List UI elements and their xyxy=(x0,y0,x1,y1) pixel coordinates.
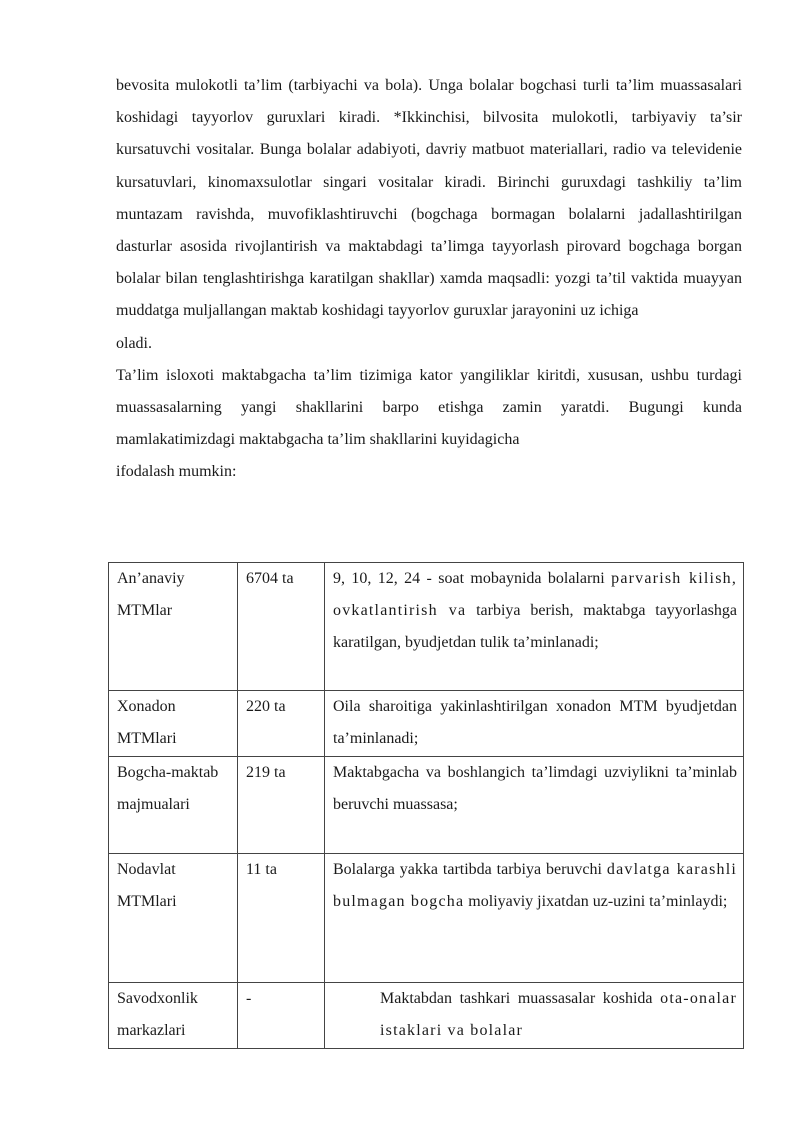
row-description-part: moliyaviy jixatdan uz-uzini ta’minlaydi; xyxy=(468,893,728,910)
row-description-part: tarbiya berish, maktabga tayyorlashga karatilgan, byudjetdan tulik ta’minlanadi; xyxy=(333,602,737,651)
row-name-cell: An’anaviy MTMlar xyxy=(109,563,238,691)
paragraph-1 xyxy=(116,70,742,360)
row-description-part: 9, 10, 12, 24 - soat mobaynida bolalarni xyxy=(333,570,605,587)
row-description-cell: Maktabgacha va boshlangich ta’limdagi uzviylikni ta’minlab beruvchi muassasa; xyxy=(325,757,744,854)
row-description-part: Maktabdan tashkari muassasalar koshida xyxy=(380,990,653,1007)
paragraph-2 xyxy=(116,360,742,489)
table-row xyxy=(109,563,744,691)
paragraph-1-text: bevosita mulokotli ta’lim (tarbiyachi va bola). Unga bolalar bogchasi turli ta’lim muassasalari koshidagi tayyorlov guruxlari kiradi. *Ikkinchisi, bilvosita mulokotli, tarbiyaviy ta’sir kursatuvchi vositalar. Bunga bolalar adabiyoti, davriy matbuot materiallari, radio va televidenie kursatuvlari, kinomaxsulotlar singari vositalar kiradi. Birinchi guruxdagi tashkiliy ta’lim muntazam ravishda, muvofiklashtiruvchi (bogchaga bormagan bolalarni jadallashtirilgan dasturlar asosida rivojlantirish va maktabdagi ta’limga tayyorlash pirovard bogchaga borgan bolalar bilan tenglashtirishga karatilgan shakllar) xamda maqsadli: yozgi ta’til vaktida muayyan muddatga muljallangan maktab koshidagi tayyorlov guruxlar jarayonini uz ichiga xyxy=(116,77,742,320)
table-row xyxy=(109,691,744,757)
document-page xyxy=(116,70,742,489)
row-description-part: parvarish kilish, ovkatlantirish va xyxy=(333,570,738,619)
row-count-cell: 220 ta xyxy=(238,691,325,757)
table-row xyxy=(109,757,744,854)
row-description-cell xyxy=(325,563,744,691)
row-count-cell: 219 ta xyxy=(238,757,325,854)
preschool-forms-table xyxy=(108,562,744,1049)
row-description-cell xyxy=(325,854,744,983)
row-description-part: Bolalarga yakka tartibda tarbiya beruvchi xyxy=(333,861,602,878)
row-description-cell: Oila sharoitiga yakinlashtirilgan xonadon MTM byudjetdan ta’minlanadi; xyxy=(325,691,744,757)
paragraph-2-last-line: ifodalash mumkin: xyxy=(116,463,237,481)
row-description-part: davlatga karashli bulmagan bogcha xyxy=(333,861,738,910)
row-count-cell: 11 ta xyxy=(238,854,325,983)
row-count-cell: 6704 ta xyxy=(238,563,325,691)
table-row xyxy=(109,983,744,1049)
table-row xyxy=(109,854,744,983)
row-description-part: ota-onalar istaklari va bolalar xyxy=(380,990,737,1039)
row-name-cell: Savodxonlik markazlari xyxy=(109,983,238,1049)
row-name-cell: Xonadon MTMlari xyxy=(109,691,238,757)
row-name-cell: Nodavlat MTMlari xyxy=(109,854,238,983)
row-description-cell xyxy=(325,983,744,1049)
paragraph-2-text: Ta’lim isloxoti maktabgacha ta’lim tizimiga kator yangiliklar kiritdi, xususan, ushbu turdagi muassasalarning yangi shakllarini barpo etishga zamin yaratdi. Bugungi kunda mamlakatimizdagi maktabgacha ta’lim shakllarini kuyidagicha xyxy=(116,366,742,449)
paragraph-1-last-line: oladi. xyxy=(116,334,152,352)
row-name-cell: Bogcha-maktab majmualari xyxy=(109,757,238,854)
row-count-cell: - xyxy=(238,983,325,1049)
